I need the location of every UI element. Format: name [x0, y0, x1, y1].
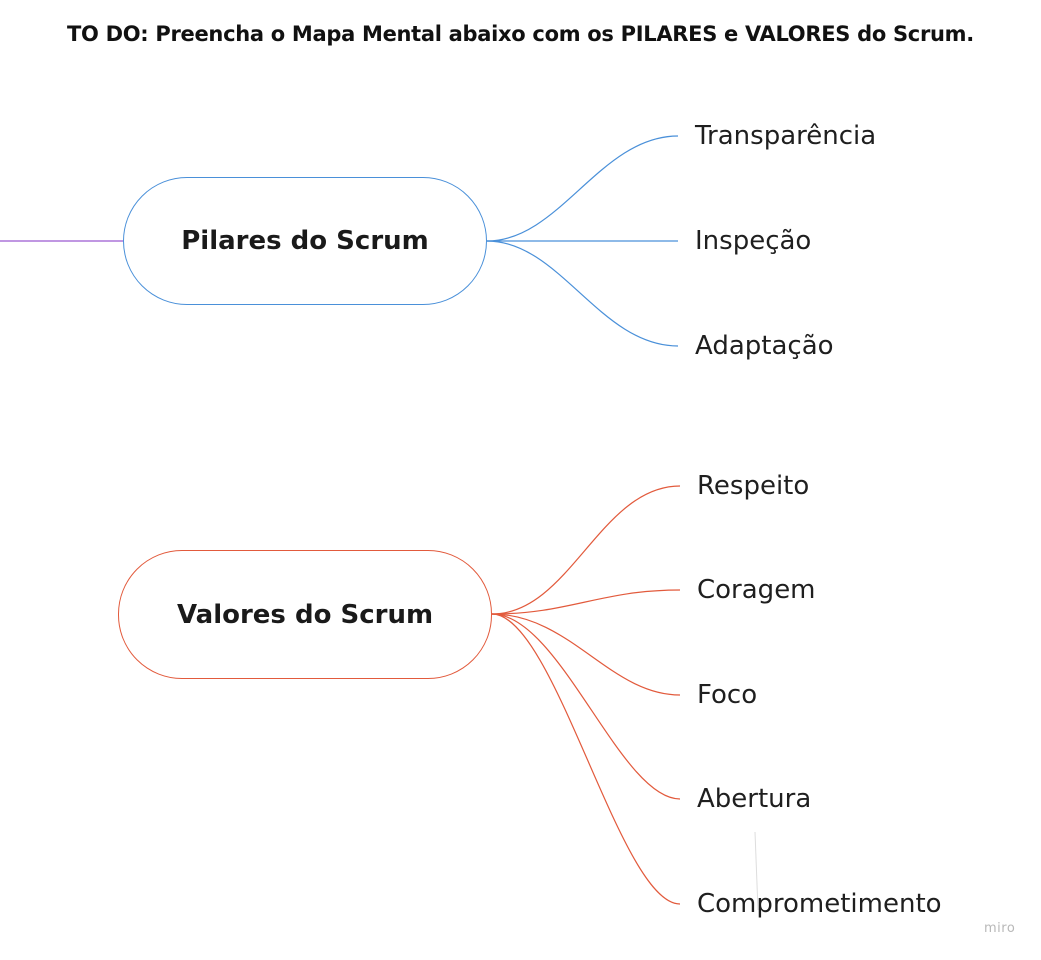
branch-coragem [492, 590, 680, 614]
page-title: TO DO: Preencha o Mapa Mental abaixo com os PILARES e VALORES do Scrum. [67, 22, 974, 46]
valores-node-label: Valores do Scrum [176, 599, 434, 630]
branch-respeito [492, 486, 680, 614]
pilares-node-label: Pilares do Scrum [181, 226, 429, 256]
pilar-adaptacao[interactable]: Adaptação [695, 331, 834, 361]
valor-abertura[interactable]: Abertura [697, 784, 812, 814]
branch-adaptacao [487, 241, 678, 346]
branch-foco [492, 614, 680, 695]
pilar-inspecao[interactable]: Inspeção [695, 226, 812, 256]
branch-transparencia [487, 136, 678, 241]
miro-watermark: miro [984, 921, 1016, 936]
pilares-node[interactable] [123, 177, 487, 305]
branch-comprometimento [492, 614, 680, 904]
branch-abertura [492, 614, 680, 799]
valor-comprometimento[interactable]: Comprometimento [697, 889, 942, 919]
valor-coragem[interactable]: Coragem [697, 575, 816, 605]
valor-foco[interactable]: Foco [697, 680, 758, 710]
pilar-transparencia[interactable]: Transparência [695, 121, 877, 151]
valor-respeito[interactable]: Respeito [697, 471, 810, 501]
valores-node[interactable] [118, 550, 492, 679]
